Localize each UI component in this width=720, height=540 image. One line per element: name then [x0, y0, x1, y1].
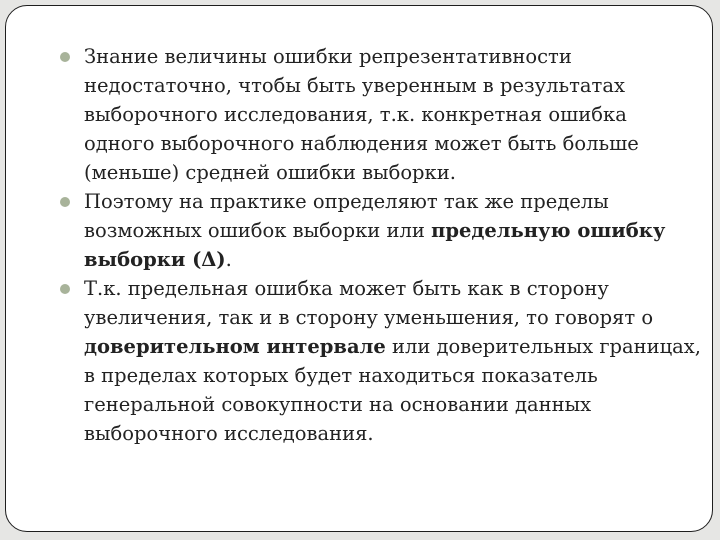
bullet-text-segment: .: [225, 248, 232, 271]
slide-content: [42, 42, 702, 448]
bullet-dot-icon: [60, 197, 70, 207]
bullet-text-segment: Поэтому на практике определяют так же пределы возможных ошибок выборки или: [84, 190, 609, 242]
bullet-bold-term: доверительном интервале: [84, 335, 386, 358]
bullet-bold-term: предельную ошибку выборки (Δ): [84, 219, 666, 271]
bullet-text-segment: Т.к. предельная ошибка может быть как в сторону увеличения, так и в сторону уменьшения, то говорят о: [84, 277, 654, 329]
bullet-item-3: [42, 274, 702, 448]
slide-frame: [5, 5, 713, 532]
bullet-dot-icon: [60, 284, 70, 294]
bullet-item-1: [42, 42, 702, 187]
bullet-text: [84, 45, 639, 184]
bullet-dot-icon: [60, 52, 70, 62]
bullet-item-2: [42, 187, 702, 274]
bullet-text-segment: Знание величины ошибки репрезентативности недостаточно, чтобы быть уверенным в результатах выборочного исследования, т.к. конкретная ошибка одного выборочного наблюдения может быть больше (меньше) средней ошибки выборки.: [84, 45, 639, 184]
bullet-text: [84, 277, 701, 445]
bullet-text: [84, 190, 665, 271]
bullet-text-segment: или доверительных границах, в пределах которых будет находиться показатель генеральной совокупности на основании данных выборочного исследования.: [84, 335, 701, 445]
